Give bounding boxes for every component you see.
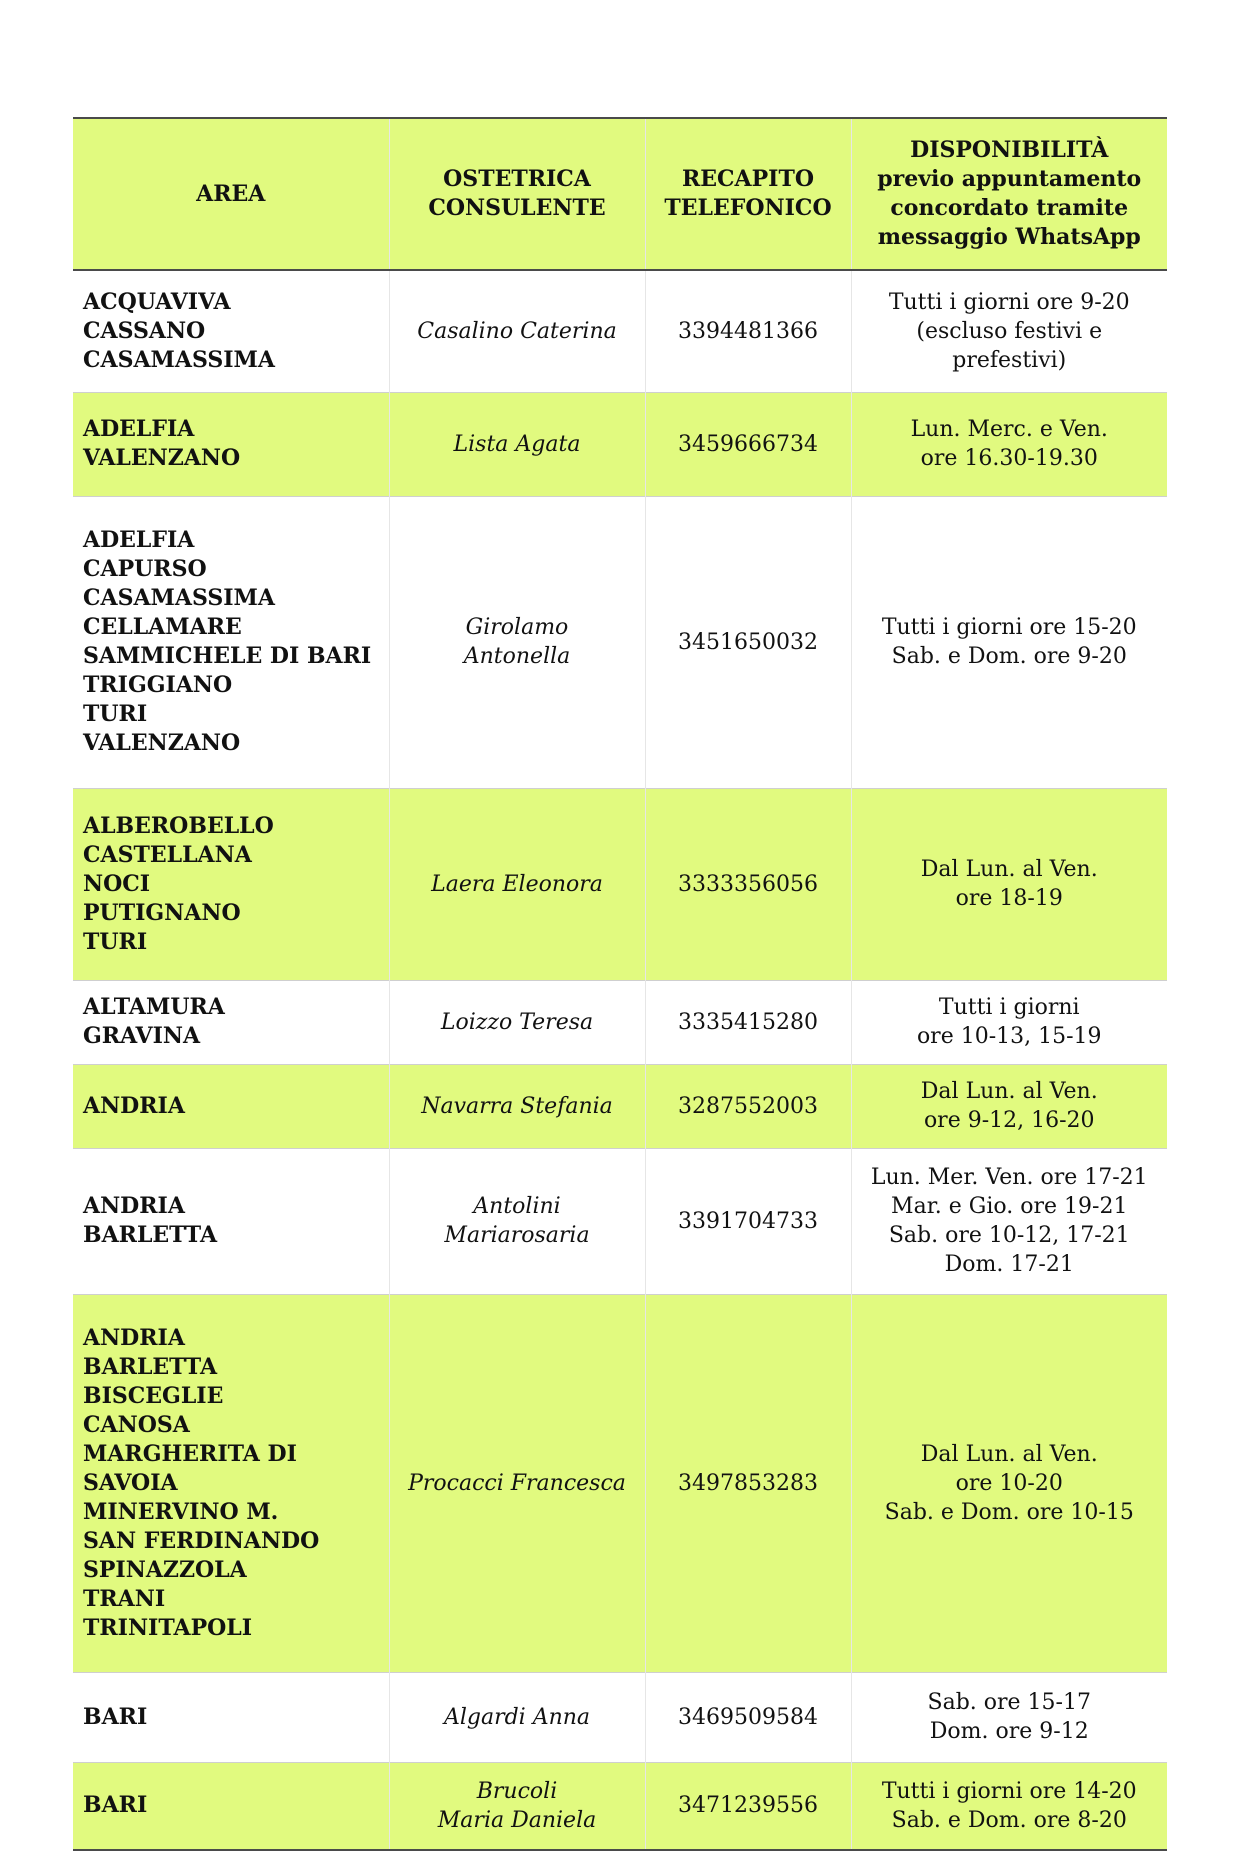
text-line: previo appuntamento xyxy=(877,166,1142,192)
text-line: BARLETTA xyxy=(83,1222,218,1248)
text-line: OSTETRICA xyxy=(443,166,591,192)
area-cell xyxy=(73,788,389,980)
midwife-name-cell xyxy=(389,1762,645,1850)
text-line: CASAMASSIMA xyxy=(83,346,275,373)
text-line: RECAPITO xyxy=(682,166,814,192)
text-line: TRINITAPOLI xyxy=(83,1614,253,1641)
availability-cell xyxy=(851,270,1167,392)
text-line: Sab. ore 10-12, 17-21 xyxy=(888,1223,1130,1248)
midwife-name-cell xyxy=(389,1148,645,1294)
text-line: Dom. 17-21 xyxy=(944,1252,1074,1277)
phone-cell: 3469509584 xyxy=(645,1672,851,1762)
text-line: GRAVINA xyxy=(83,1023,201,1049)
phone-cell: 3451650032 xyxy=(645,496,851,788)
text-line: BISCEGLIE xyxy=(83,1382,224,1409)
midwife-name-cell xyxy=(389,788,645,980)
text-line: SAVOIA xyxy=(83,1469,178,1496)
availability-cell xyxy=(851,1148,1167,1294)
area-cell xyxy=(73,1672,389,1762)
midwife-name-cell xyxy=(389,270,645,392)
text-line: MINERVINO M. xyxy=(83,1498,279,1525)
text-line: TURI xyxy=(83,701,148,727)
text-line: Tutti i giorni xyxy=(938,995,1080,1020)
text-line: Dal Lun. al Ven. xyxy=(920,1441,1098,1467)
text-line: Antolini xyxy=(473,1194,561,1219)
text-line: CANOSA xyxy=(83,1411,190,1438)
area-cell xyxy=(73,270,389,392)
midwife-name-cell xyxy=(389,980,645,1064)
table-row xyxy=(73,1064,1167,1148)
availability-cell xyxy=(851,980,1167,1064)
header-midwife xyxy=(389,118,645,270)
table-row xyxy=(73,1672,1167,1762)
text-line: Sab. e Dom. ore 8-20 xyxy=(891,1807,1127,1833)
text-line: Lun. Merc. e Ven. xyxy=(910,417,1108,442)
header-availability xyxy=(851,118,1167,270)
midwife-contacts-table xyxy=(73,117,1167,1851)
text-line: Navarra Stefania xyxy=(421,1093,613,1119)
area-cell xyxy=(73,1762,389,1850)
text-line: CONSULENTE xyxy=(428,195,606,221)
table-row xyxy=(73,496,1167,788)
text-line: ACQUAVIVA xyxy=(83,288,231,315)
header-area xyxy=(73,118,389,270)
table-row xyxy=(73,270,1167,392)
text-line: Mariarosaria xyxy=(444,1223,590,1248)
text-line: (escluso festivi e xyxy=(916,318,1103,344)
area-cell xyxy=(73,980,389,1064)
phone-cell: 3333356056 xyxy=(645,788,851,980)
text-line: TELEFONICO xyxy=(664,195,832,221)
text-line: concordato tramite xyxy=(890,195,1129,221)
text-line: ALBEROBELLO xyxy=(83,812,274,839)
text-line: Dal Lun. al Ven. xyxy=(920,857,1098,882)
text-line: messaggio WhatsApp xyxy=(877,224,1141,250)
table-row xyxy=(73,980,1167,1064)
text-line: DISPONIBILITÀ xyxy=(910,137,1109,163)
text-line: ore 10-13, 15-19 xyxy=(916,1024,1102,1049)
text-line: CELLAMARE xyxy=(83,614,242,640)
text-line: Girolamo xyxy=(465,615,569,640)
availability-cell xyxy=(851,788,1167,980)
phone-cell: 3394481366 xyxy=(645,270,851,392)
table-row xyxy=(73,1762,1167,1850)
text-line: CASAMASSIMA xyxy=(83,585,275,611)
text-line: NOCI xyxy=(83,870,151,897)
text-line: ore 10-20 xyxy=(955,1470,1063,1496)
text-line: ANDRIA xyxy=(83,1092,185,1119)
text-line: Algardi Anna xyxy=(443,1704,591,1730)
text-line: Dal Lun. al Ven. xyxy=(920,1079,1098,1104)
text-line: BARLETTA xyxy=(83,1353,218,1380)
availability-cell xyxy=(851,1672,1167,1762)
text-line: ore 9-12, 16-20 xyxy=(923,1108,1095,1133)
text-line: Tutti i giorni ore 9-20 xyxy=(888,289,1130,315)
midwife-name-cell xyxy=(389,1294,645,1672)
midwife-name-cell xyxy=(389,392,645,496)
phone-cell: 3497853283 xyxy=(645,1294,851,1672)
text-line: Sab. e Dom. ore 9-20 xyxy=(891,644,1127,669)
phone-cell: 3287552003 xyxy=(645,1064,851,1148)
text-line: Procacci Francesca xyxy=(408,1470,626,1496)
text-line: Laera Eleonora xyxy=(431,871,603,897)
text-line: Tutti i giorni ore 15-20 xyxy=(881,615,1137,640)
midwife-name-cell xyxy=(389,496,645,788)
text-line: Sab. e Dom. ore 10-15 xyxy=(884,1499,1134,1525)
text-line: ore 18-19 xyxy=(955,886,1063,911)
text-line: BARI xyxy=(83,1792,148,1819)
text-line: Loizzo Teresa xyxy=(440,1009,594,1035)
text-line: Lista Agata xyxy=(453,431,581,457)
text-line: VALENZANO xyxy=(83,730,241,756)
midwife-name-cell xyxy=(389,1064,645,1148)
phone-cell: 3471239556 xyxy=(645,1762,851,1850)
text-line: TRANI xyxy=(83,1585,166,1612)
text-line: Dom. ore 9-12 xyxy=(929,1719,1089,1744)
text-line: CAPURSO xyxy=(83,556,207,582)
text-line: ADELFIA xyxy=(83,416,195,442)
header-phone xyxy=(645,118,851,270)
text-line: ore 16.30-19.30 xyxy=(920,446,1098,471)
text-line: AREA xyxy=(196,180,266,207)
text-line: ALTAMURA xyxy=(83,994,225,1020)
text-line: prefestivi) xyxy=(952,347,1067,373)
text-line: ADELFIA xyxy=(83,527,195,553)
text-line: Lun. Mer. Ven. ore 17-21 xyxy=(870,1165,1148,1190)
text-line: Tutti i giorni ore 14-20 xyxy=(881,1778,1137,1804)
text-line: ANDRIA xyxy=(83,1324,185,1351)
area-cell xyxy=(73,1294,389,1672)
text-line: VALENZANO xyxy=(83,445,241,471)
area-cell xyxy=(73,1064,389,1148)
header-row xyxy=(73,118,1167,270)
table-row xyxy=(73,1294,1167,1672)
area-cell xyxy=(73,1148,389,1294)
text-line: BARI xyxy=(83,1703,148,1730)
availability-cell xyxy=(851,392,1167,496)
availability-cell xyxy=(851,1064,1167,1148)
text-line: SPINAZZOLA xyxy=(83,1556,247,1583)
area-cell xyxy=(73,392,389,496)
text-line: SAMMICHELE DI BARI xyxy=(83,643,372,669)
text-line: Brucoli xyxy=(476,1778,558,1804)
phone-cell: 3459666734 xyxy=(645,392,851,496)
phone-cell: 3391704733 xyxy=(645,1148,851,1294)
text-line: Antonella xyxy=(463,644,571,669)
text-line: CASTELLANA xyxy=(83,841,252,868)
text-line: Sab. ore 15-17 xyxy=(927,1690,1091,1715)
text-line: TRIGGIANO xyxy=(83,672,233,698)
phone-cell: 3335415280 xyxy=(645,980,851,1064)
text-line: TURI xyxy=(83,928,148,955)
text-line: Mar. e Gio. ore 19-21 xyxy=(891,1194,1128,1219)
text-line: ANDRIA xyxy=(83,1193,185,1219)
text-line: Casalino Caterina xyxy=(417,318,617,344)
table-row xyxy=(73,788,1167,980)
text-line: CASSANO xyxy=(83,317,206,344)
midwife-name-cell xyxy=(389,1672,645,1762)
availability-cell xyxy=(851,1762,1167,1850)
table-row xyxy=(73,1148,1167,1294)
text-line: SAN FERDINANDO xyxy=(83,1527,320,1554)
text-line: PUTIGNANO xyxy=(83,899,241,926)
availability-cell xyxy=(851,496,1167,788)
text-line: MARGHERITA DI xyxy=(83,1440,297,1467)
text-line: Maria Daniela xyxy=(437,1807,597,1833)
table-body xyxy=(73,270,1167,1850)
table-row xyxy=(73,392,1167,496)
availability-cell xyxy=(851,1294,1167,1672)
area-cell xyxy=(73,496,389,788)
